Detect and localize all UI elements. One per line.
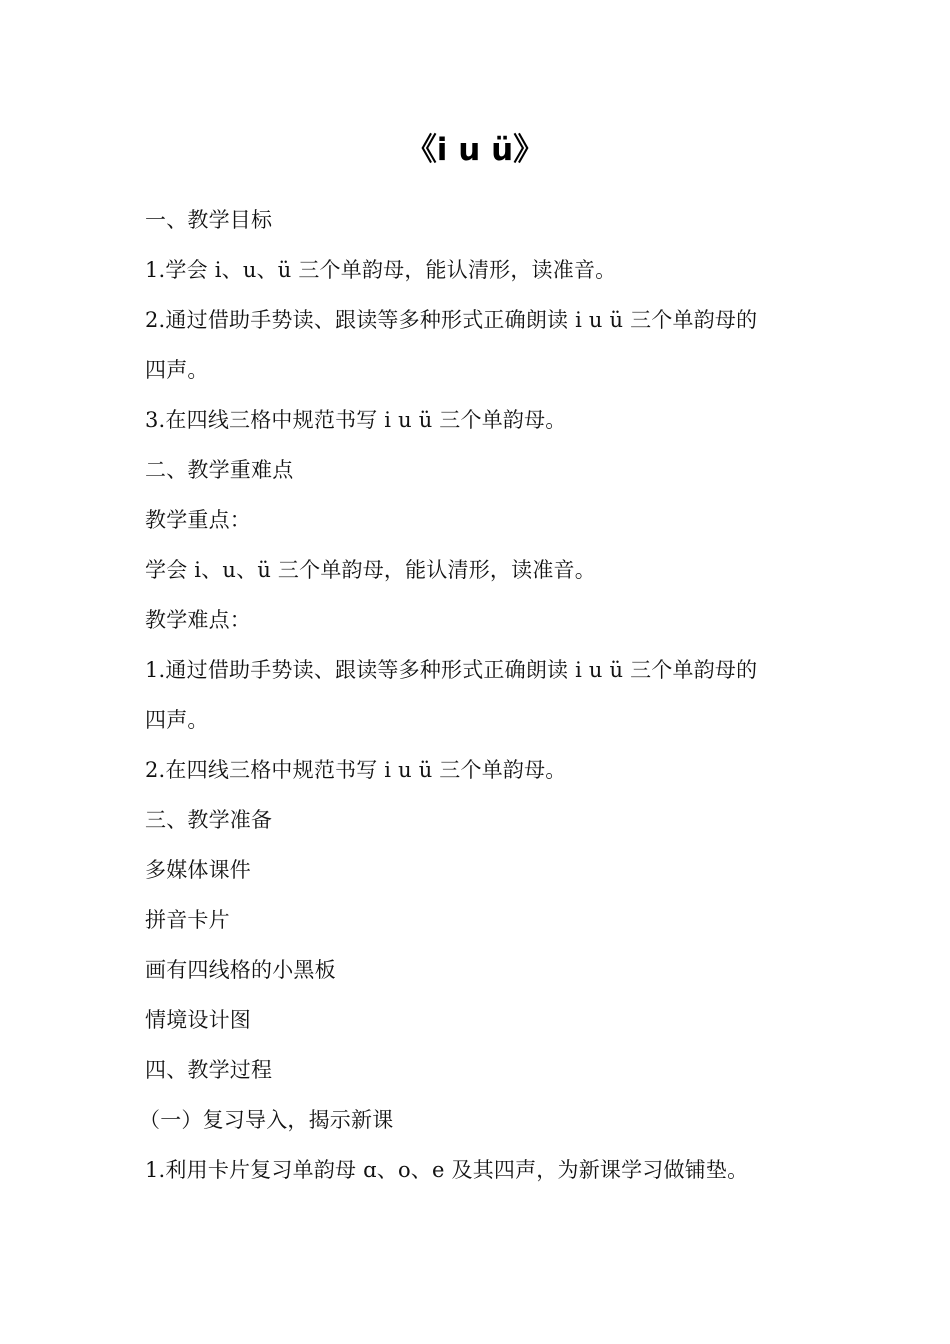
document-title: 《i u ü》 [405,132,545,168]
difficulty-item-1-continued: 四声。 [145,708,209,732]
process-subheading-1: （一）复习导入，揭示新课 [139,1108,394,1132]
objective-item-2: 2.通过借助手势读、跟读等多种形式正确朗读 i u ü 三个单韵母的 [145,308,758,332]
difficulty-label: 教学难点： [145,608,251,632]
objective-item-3: 3.在四线三格中规范书写 i u ü 三个单韵母。 [145,408,567,432]
difficulty-item-2: 2.在四线三格中规范书写 i u ü 三个单韵母。 [145,758,567,782]
process-step-1: 1.利用卡片复习单韵母 ɑ、o、e 及其四声，为新课学习做铺垫。 [145,1158,749,1182]
preparation-item: 情境设计图 [145,1008,251,1032]
document-body [139,195,825,1195]
section-heading-key-points: 二、教学重难点 [145,458,294,482]
section-heading-process: 四、教学过程 [145,1058,273,1082]
section-heading-objectives: 一、教学目标 [145,208,273,232]
key-point-label: 教学重点： [145,508,251,532]
section-heading-preparation: 三、教学准备 [145,808,273,832]
difficulty-item-1: 1.通过借助手势读、跟读等多种形式正确朗读 i u ü 三个单韵母的 [145,658,758,682]
preparation-item: 拼音卡片 [145,908,230,932]
objective-item-2-continued: 四声。 [145,358,209,382]
preparation-item: 画有四线格的小黑板 [145,958,336,982]
key-point-text: 学会 i、u、ü 三个单韵母，能认清形，读准音。 [145,558,596,582]
preparation-item: 多媒体课件 [145,858,251,882]
objective-item-1: 1.学会 i、u、ü 三个单韵母，能认清形，读准音。 [145,258,617,282]
